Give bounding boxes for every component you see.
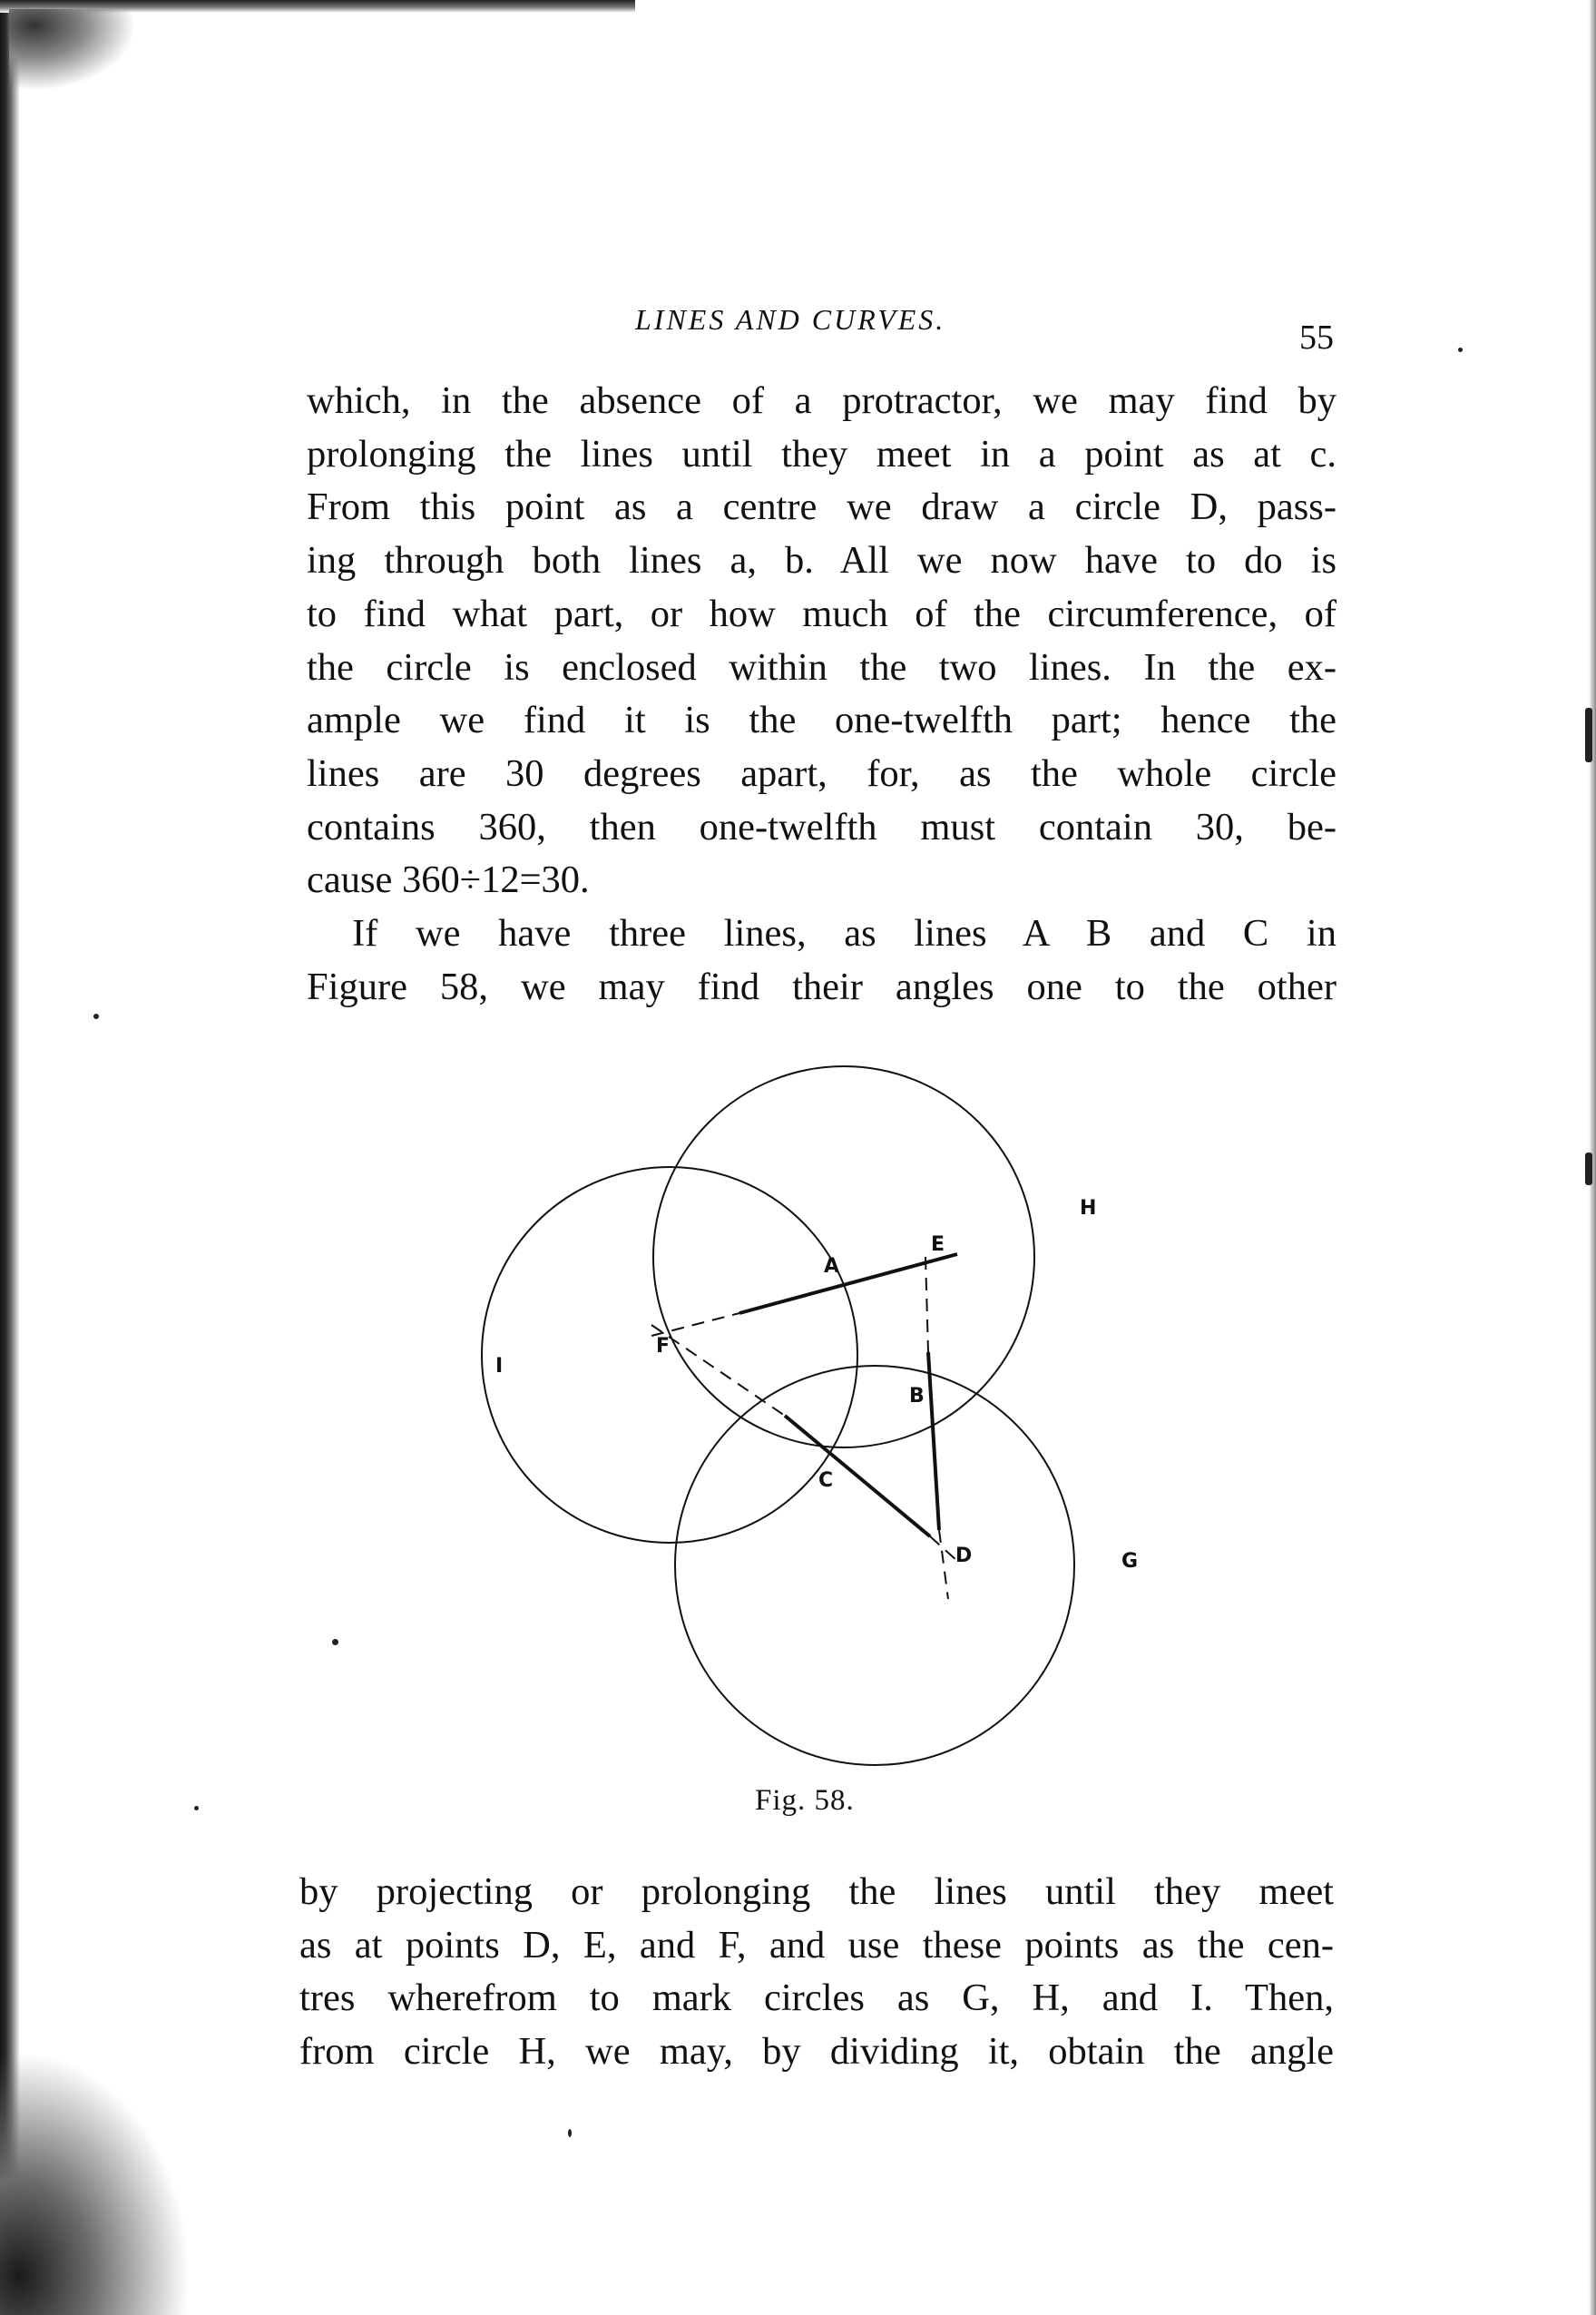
figure-58-diagram xyxy=(472,1053,1161,1779)
label-f: F xyxy=(656,1335,671,1358)
text-line: which, in the absence of a protractor, we may find by xyxy=(307,379,1337,422)
text-line: If we have three lines, as lines A B and C in xyxy=(352,912,1337,955)
text-line: lines are 30 degrees apart, for, as the whole circle xyxy=(307,751,1337,795)
label-e: E xyxy=(931,1233,945,1256)
line-a xyxy=(739,1254,957,1313)
line-c xyxy=(785,1416,930,1536)
right-edge-mark xyxy=(1585,1153,1592,1185)
bottom-left-smudge xyxy=(0,2051,191,2315)
right-edge-mark xyxy=(1585,708,1592,762)
label-g: G xyxy=(1121,1550,1139,1573)
line-c-extension-f xyxy=(651,1325,785,1416)
page-number: 55 xyxy=(1299,319,1334,357)
text-line: as at points D, E, and F, and use these points as the cen- xyxy=(299,1923,1334,1967)
speck xyxy=(93,1014,99,1019)
book-binding-shadow xyxy=(0,0,20,2315)
running-head: LINES AND CURVES. xyxy=(635,303,946,336)
text-line: From this point as a centre we draw a circle D, pass- xyxy=(307,486,1337,529)
text-line: the circle is enclosed within the two lines. In the ex- xyxy=(307,645,1337,689)
label-h: H xyxy=(1080,1197,1097,1220)
circle-h xyxy=(653,1066,1034,1447)
speck xyxy=(568,2129,572,2137)
label-a: A xyxy=(824,1255,840,1278)
speck xyxy=(332,1639,338,1645)
text-line: contains 360, then one-twelfth must contain 30, be- xyxy=(307,805,1337,849)
text-line: to find what part, or how much of the circumference, of xyxy=(307,592,1337,635)
text-line: ample we find it is the one-twelfth part; hence the xyxy=(307,699,1337,742)
text-line: Figure 58, we may find their angles one to the other xyxy=(307,965,1337,1008)
text-line: cause 360÷12=30. xyxy=(307,858,590,902)
text-line: prolonging the lines until they meet in a point as at c. xyxy=(307,432,1337,476)
top-left-smudge xyxy=(9,9,136,91)
label-c: C xyxy=(818,1469,834,1492)
line-b xyxy=(928,1352,939,1530)
speck xyxy=(1458,348,1463,352)
text-line: tres wherefrom to mark circles as G, H, and I. Then, xyxy=(299,1977,1334,2020)
line-c-extension-d xyxy=(930,1536,957,1561)
figure-caption: Fig. 58. xyxy=(755,1784,855,1817)
speck xyxy=(194,1806,199,1810)
line-b-extension-d xyxy=(939,1530,948,1599)
line-a-extension xyxy=(651,1313,739,1336)
paragraph-3 xyxy=(299,1866,1334,2079)
paragraph-2 xyxy=(307,907,1337,1014)
text-line: by projecting or prolonging the lines until they meet xyxy=(299,1870,1334,1913)
text-line: from circle H, we may, by dividing it, obtain the angle xyxy=(299,2030,1334,2074)
text-line: ing through both lines a, b. All we now have to do is xyxy=(307,539,1337,583)
circle-g xyxy=(675,1366,1074,1765)
line-b-extension-e xyxy=(925,1257,928,1352)
label-i: I xyxy=(495,1355,504,1378)
label-b: B xyxy=(909,1385,925,1408)
figure-58 xyxy=(472,1053,1161,1779)
label-d: D xyxy=(955,1545,973,1567)
paragraph-1 xyxy=(307,375,1337,907)
